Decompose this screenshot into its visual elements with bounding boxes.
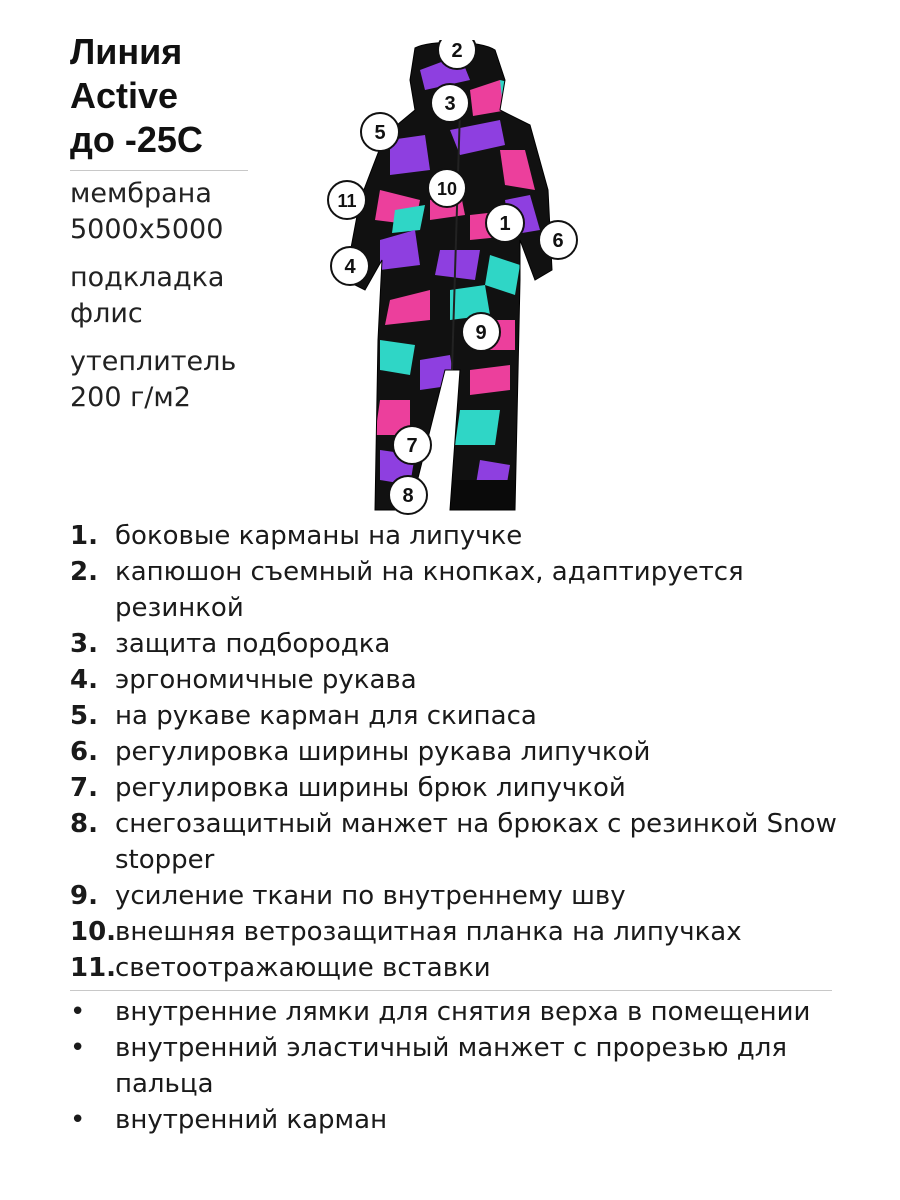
spec-label: мембрана [70,178,212,209]
marker-1 [486,204,524,242]
feature-item [70,878,860,914]
feature-text: капюшон съемный на кнопках, адаптируется резинкой [115,557,744,623]
marker-3 [431,84,469,122]
feature-text: снегозащитный манжет на брюках с резинкой Snow stopper [115,809,837,875]
feature-text: регулировка ширины брюк липучкой [115,773,626,803]
extra-item [70,1030,870,1102]
feature-number: 4. [70,665,98,695]
bullet-icon: • [70,1033,86,1063]
feature-item [70,626,860,662]
extra-text: внутренний карман [115,1105,388,1135]
feature-item [70,698,860,734]
feature-number: 7. [70,773,98,803]
product-line-title [70,30,203,162]
feature-item [70,806,860,878]
marker-10 [428,169,466,207]
spec-value: флис [70,298,143,329]
spec-value: 200 г/м2 [70,382,191,413]
list-divider [70,990,832,991]
feature-number: 10. [70,917,117,947]
feature-number: 2. [70,557,98,587]
feature-text: усиление ткани по внутреннему шву [115,881,626,911]
feature-item [70,662,860,698]
marker-2 [438,40,476,69]
marker-7 [393,426,431,464]
spec-value: 5000x5000 [70,214,224,245]
marker-8 [389,476,427,514]
extra-text: внутренний эластичный манжет с прорезью для пальца [115,1033,788,1099]
marker-5 [361,113,399,151]
svg-text:10: 10 [436,179,458,199]
feature-number: 3. [70,629,98,659]
spec-label: подкладка [70,262,225,293]
bullet-icon: • [70,997,86,1027]
marker-11 [328,181,366,219]
marker-9 [462,313,500,351]
svg-text:1: 1 [499,213,511,235]
feature-number: 5. [70,701,98,731]
svg-text:6: 6 [552,230,564,252]
feature-text: боковые карманы на липучке [115,521,523,551]
feature-text: внешняя ветрозащитная планка на липучках [115,917,742,947]
features-list [70,518,860,986]
spec-insulation [70,344,236,416]
feature-number: 6. [70,737,98,767]
spec-label: утеплитель [70,346,237,377]
svg-text:3: 3 [444,93,456,115]
title-divider [70,170,248,171]
title-line-2: Active [70,75,179,116]
spec-membrane [70,176,223,248]
feature-number: 8. [70,809,98,839]
feature-text: на рукаве карман для скипаса [115,701,537,731]
bullet-icon: • [70,1105,86,1135]
svg-text:5: 5 [374,122,386,144]
feature-item [70,554,860,626]
extra-item [70,994,870,1030]
extras-list [70,994,870,1138]
feature-item [70,770,860,806]
marker-4 [331,247,369,285]
spec-lining [70,260,224,332]
feature-text: эргономичные рукава [115,665,417,695]
svg-text:9: 9 [475,322,487,344]
title-line-3: до -25С [70,119,203,160]
feature-number: 9. [70,881,98,911]
svg-text:2: 2 [451,40,463,62]
feature-item [70,914,860,950]
title-line-1: Линия [70,31,183,72]
feature-item [70,734,860,770]
marker-6 [539,221,577,259]
svg-text:7: 7 [406,435,418,457]
feature-number: 1. [70,521,98,551]
extra-text: внутренние лямки для снятия верха в помещении [115,997,811,1027]
svg-text:8: 8 [402,485,414,507]
feature-item [70,950,860,986]
feature-text: защита подбородка [115,629,391,659]
extra-item [70,1102,870,1138]
feature-item [70,518,860,554]
svg-text:4: 4 [344,256,356,278]
snowsuit-image [320,40,600,515]
feature-number: 11. [70,953,117,983]
svg-text:11: 11 [337,191,357,211]
feature-text: регулировка ширины рукава липучкой [115,737,651,767]
feature-text: светоотражающие вставки [115,953,491,983]
